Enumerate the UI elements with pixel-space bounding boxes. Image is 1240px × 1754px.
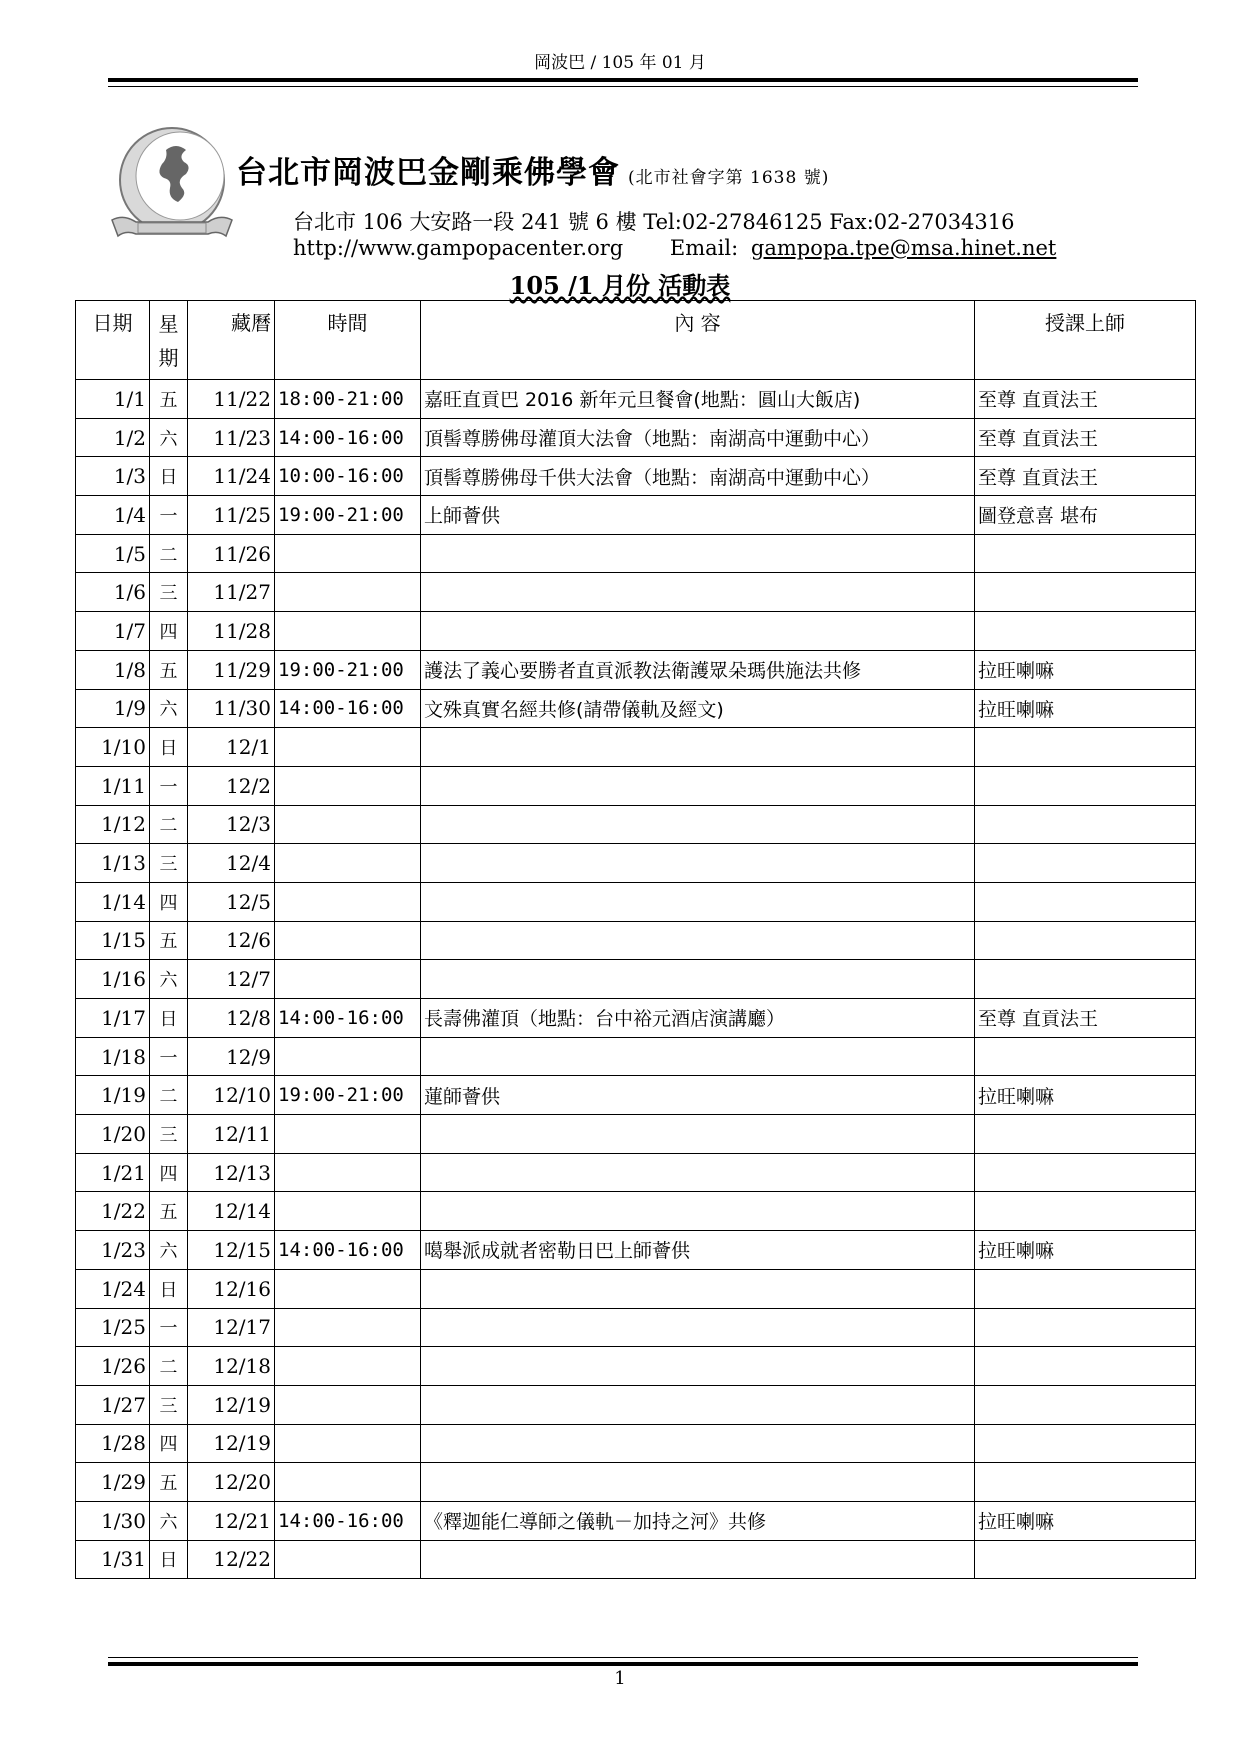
- table-row: [76, 1463, 1196, 1502]
- cell-content: [421, 1037, 975, 1076]
- cell-time: [275, 921, 421, 960]
- cell-time: [275, 1037, 421, 1076]
- table-row: [76, 960, 1196, 999]
- cell-content: 長壽佛灌頂（地點：台中裕元酒店演講廳）: [421, 999, 975, 1038]
- cell-teacher: 圖登意喜 堪布: [975, 496, 1196, 535]
- cell-tibetan-date: 11/26: [188, 534, 275, 573]
- cell-time: [275, 844, 421, 883]
- cell-content: [421, 1463, 975, 1502]
- cell-teacher: [975, 882, 1196, 921]
- cell-tibetan-date: 12/16: [188, 1269, 275, 1308]
- cell-weekday: 四: [150, 612, 188, 651]
- cell-time: 19:00-21:00: [275, 496, 421, 535]
- table-row: [76, 805, 1196, 844]
- cell-weekday: 二: [150, 1076, 188, 1115]
- cell-tibetan-date: 12/8: [188, 999, 275, 1038]
- cell-date: 1/17: [76, 999, 150, 1038]
- cell-time: [275, 1308, 421, 1347]
- header-teacher: 授課上師: [975, 301, 1196, 380]
- cell-content: [421, 1308, 975, 1347]
- cell-content: [421, 882, 975, 921]
- cell-content: [421, 612, 975, 651]
- table-row: [76, 1308, 1196, 1347]
- footer-rule-thick: [108, 1662, 1138, 1666]
- cell-teacher: 至尊 直貢法王: [975, 380, 1196, 419]
- cell-tibetan-date: 12/15: [188, 1231, 275, 1270]
- table-row: [76, 496, 1196, 535]
- cell-teacher: [975, 960, 1196, 999]
- cell-date: 1/9: [76, 689, 150, 728]
- cell-date: 1/24: [76, 1269, 150, 1308]
- cell-date: 1/18: [76, 1037, 150, 1076]
- cell-time: [275, 882, 421, 921]
- cell-teacher: [975, 1424, 1196, 1463]
- cell-time: [275, 728, 421, 767]
- cell-teacher: [975, 844, 1196, 883]
- cell-teacher: [975, 1463, 1196, 1502]
- cell-content: [421, 1153, 975, 1192]
- cell-content: 頂髻尊勝佛母千供大法會（地點：南湖高中運動中心）: [421, 457, 975, 496]
- cell-date: 1/29: [76, 1463, 150, 1502]
- cell-date: 1/13: [76, 844, 150, 883]
- header-weekday: [150, 301, 188, 380]
- cell-content: [421, 1115, 975, 1154]
- cell-tibetan-date: 11/22: [188, 380, 275, 419]
- cell-date: 1/21: [76, 1153, 150, 1192]
- header-rule-thick: [108, 78, 1138, 82]
- cell-weekday: 一: [150, 766, 188, 805]
- cell-teacher: [975, 1540, 1196, 1579]
- org-address: 台北市 106 大安路一段 241 號 6 樓 Tel:02-27846125 Fax:02-27034316: [293, 210, 1015, 234]
- cell-teacher: [975, 1115, 1196, 1154]
- cell-tibetan-date: 12/7: [188, 960, 275, 999]
- cell-tibetan-date: 11/24: [188, 457, 275, 496]
- cell-tibetan-date: 12/4: [188, 844, 275, 883]
- cell-date: 1/11: [76, 766, 150, 805]
- cell-time: 19:00-21:00: [275, 650, 421, 689]
- table-row: [76, 1076, 1196, 1115]
- cell-teacher: 拉旺喇嘛: [975, 650, 1196, 689]
- cell-date: 1/12: [76, 805, 150, 844]
- cell-tibetan-date: 12/9: [188, 1037, 275, 1076]
- cell-tibetan-date: 12/13: [188, 1153, 275, 1192]
- table-row: [76, 1269, 1196, 1308]
- cell-time: [275, 805, 421, 844]
- table-row: [76, 766, 1196, 805]
- cell-time: 19:00-21:00: [275, 1076, 421, 1115]
- cell-time: 10:00-16:00: [275, 457, 421, 496]
- cell-time: [275, 1463, 421, 1502]
- cell-weekday: 六: [150, 1231, 188, 1270]
- cell-content: [421, 960, 975, 999]
- cell-time: 14:00-16:00: [275, 1231, 421, 1270]
- cell-date: 1/25: [76, 1308, 150, 1347]
- cell-tibetan-date: 12/19: [188, 1424, 275, 1463]
- cell-date: 1/28: [76, 1424, 150, 1463]
- cell-date: 1/5: [76, 534, 150, 573]
- cell-content: 《釋迦能仁導師之儀軌－加持之河》共修: [421, 1501, 975, 1540]
- table-row: [76, 612, 1196, 651]
- cell-weekday: 六: [150, 689, 188, 728]
- cell-teacher: 至尊 直貢法王: [975, 457, 1196, 496]
- cell-teacher: [975, 1269, 1196, 1308]
- cell-teacher: 至尊 直貢法王: [975, 418, 1196, 457]
- cell-tibetan-date: 11/30: [188, 689, 275, 728]
- cell-time: [275, 573, 421, 612]
- cell-tibetan-date: 11/25: [188, 496, 275, 535]
- cell-weekday: 日: [150, 457, 188, 496]
- header-content: 內 容: [421, 301, 975, 380]
- footer-rule-thin: [108, 1657, 1138, 1658]
- cell-content: 嘉旺直貢巴 2016 新年元旦餐會(地點：圓山大飯店): [421, 380, 975, 419]
- page-number: 1: [614, 1668, 626, 1689]
- cell-date: 1/3: [76, 457, 150, 496]
- cell-time: [275, 1347, 421, 1386]
- cell-teacher: [975, 1385, 1196, 1424]
- cell-date: 1/10: [76, 728, 150, 767]
- cell-weekday: 三: [150, 1385, 188, 1424]
- cell-content: [421, 1192, 975, 1231]
- email-link[interactable]: gampopa.tpe@msa.hinet.net: [750, 236, 1057, 260]
- cell-tibetan-date: 12/2: [188, 766, 275, 805]
- cell-date: 1/30: [76, 1501, 150, 1540]
- cell-time: [275, 1385, 421, 1424]
- cell-content: [421, 534, 975, 573]
- cell-teacher: [975, 728, 1196, 767]
- cell-tibetan-date: 12/5: [188, 882, 275, 921]
- table-row: [76, 1115, 1196, 1154]
- cell-teacher: [975, 534, 1196, 573]
- table-row: [76, 999, 1196, 1038]
- org-logo-icon: [108, 120, 236, 260]
- header-rule-thin: [108, 86, 1138, 87]
- cell-content: 頂髻尊勝佛母灌頂大法會（地點：南湖高中運動中心）: [421, 418, 975, 457]
- table-row: [76, 921, 1196, 960]
- cell-tibetan-date: 12/17: [188, 1308, 275, 1347]
- cell-content: 上師薈供: [421, 496, 975, 535]
- table-row: [76, 1231, 1196, 1270]
- cell-weekday: 三: [150, 573, 188, 612]
- cell-teacher: [975, 1308, 1196, 1347]
- cell-weekday: 五: [150, 921, 188, 960]
- cell-date: 1/27: [76, 1385, 150, 1424]
- cell-weekday: 五: [150, 1463, 188, 1502]
- cell-date: 1/6: [76, 573, 150, 612]
- cell-tibetan-date: 12/11: [188, 1115, 275, 1154]
- cell-content: [421, 728, 975, 767]
- cell-weekday: 一: [150, 496, 188, 535]
- org-name: [236, 147, 829, 192]
- cell-teacher: 拉旺喇嘛: [975, 689, 1196, 728]
- cell-weekday: 日: [150, 1269, 188, 1308]
- cell-weekday: 五: [150, 380, 188, 419]
- cell-date: 1/31: [76, 1540, 150, 1579]
- cell-content: [421, 1347, 975, 1386]
- cell-time: 14:00-16:00: [275, 689, 421, 728]
- email-label: Email:: [669, 236, 739, 260]
- table-row: [76, 1501, 1196, 1540]
- cell-date: 1/15: [76, 921, 150, 960]
- cell-tibetan-date: 12/10: [188, 1076, 275, 1115]
- cell-tibetan-date: 12/14: [188, 1192, 275, 1231]
- cell-weekday: 六: [150, 960, 188, 999]
- table-row: [76, 573, 1196, 612]
- cell-date: 1/4: [76, 496, 150, 535]
- table-row: [76, 1153, 1196, 1192]
- cell-teacher: [975, 573, 1196, 612]
- cell-weekday: 二: [150, 805, 188, 844]
- cell-teacher: [975, 1153, 1196, 1192]
- header-weekday-2: 期: [158, 346, 179, 370]
- cell-time: 14:00-16:00: [275, 1501, 421, 1540]
- cell-time: [275, 1540, 421, 1579]
- cell-date: 1/23: [76, 1231, 150, 1270]
- table-row: [76, 1347, 1196, 1386]
- cell-content: [421, 1424, 975, 1463]
- table-row: [76, 380, 1196, 419]
- cell-weekday: 二: [150, 1347, 188, 1386]
- cell-tibetan-date: 12/22: [188, 1540, 275, 1579]
- cell-time: 14:00-16:00: [275, 999, 421, 1038]
- cell-content: [421, 766, 975, 805]
- cell-tibetan-date: 11/29: [188, 650, 275, 689]
- table-row: [76, 882, 1196, 921]
- cell-teacher: [975, 805, 1196, 844]
- cell-time: [275, 1153, 421, 1192]
- org-registration: (北市社會字第 1638 號): [628, 168, 830, 188]
- cell-time: [275, 1192, 421, 1231]
- cell-date: 1/16: [76, 960, 150, 999]
- cell-tibetan-date: 12/21: [188, 1501, 275, 1540]
- cell-content: [421, 573, 975, 612]
- cell-weekday: 四: [150, 882, 188, 921]
- cell-content: [421, 921, 975, 960]
- cell-date: 1/1: [76, 380, 150, 419]
- cell-date: 1/19: [76, 1076, 150, 1115]
- cell-time: [275, 612, 421, 651]
- cell-time: 14:00-16:00: [275, 418, 421, 457]
- website-link[interactable]: http://www.gampopacenter.org: [293, 236, 624, 260]
- schedule-table: [75, 300, 1196, 1579]
- cell-content: 文殊真實名經共修(請帶儀軌及經文): [421, 689, 975, 728]
- cell-tibetan-date: 12/19: [188, 1385, 275, 1424]
- cell-weekday: 日: [150, 999, 188, 1038]
- cell-date: 1/26: [76, 1347, 150, 1386]
- cell-teacher: [975, 921, 1196, 960]
- cell-teacher: [975, 612, 1196, 651]
- cell-content: [421, 1540, 975, 1579]
- cell-date: 1/20: [76, 1115, 150, 1154]
- cell-content: [421, 805, 975, 844]
- cell-date: 1/14: [76, 882, 150, 921]
- cell-teacher: [975, 1192, 1196, 1231]
- cell-weekday: 六: [150, 418, 188, 457]
- cell-weekday: 一: [150, 1037, 188, 1076]
- cell-teacher: [975, 1347, 1196, 1386]
- header-time: 時間: [275, 301, 421, 380]
- cell-time: [275, 766, 421, 805]
- cell-content: 噶舉派成就者密勒日巴上師薈供: [421, 1231, 975, 1270]
- table-row: [76, 1540, 1196, 1579]
- org-web-line: [293, 236, 1056, 260]
- cell-weekday: 四: [150, 1424, 188, 1463]
- cell-time: [275, 960, 421, 999]
- table-header-row: [76, 301, 1196, 380]
- header-weekday-1: 星: [158, 312, 179, 336]
- table-row: [76, 1424, 1196, 1463]
- cell-content: 蓮師薈供: [421, 1076, 975, 1115]
- cell-tibetan-date: 12/1: [188, 728, 275, 767]
- cell-weekday: 四: [150, 1153, 188, 1192]
- cell-weekday: 日: [150, 728, 188, 767]
- cell-weekday: 日: [150, 1540, 188, 1579]
- cell-tibetan-date: 12/3: [188, 805, 275, 844]
- cell-tibetan-date: 12/18: [188, 1347, 275, 1386]
- cell-tibetan-date: 12/20: [188, 1463, 275, 1502]
- cell-date: 1/2: [76, 418, 150, 457]
- cell-weekday: 三: [150, 844, 188, 883]
- cell-content: [421, 844, 975, 883]
- cell-tibetan-date: 11/23: [188, 418, 275, 457]
- table-row: [76, 1385, 1196, 1424]
- cell-content: [421, 1269, 975, 1308]
- cell-weekday: 六: [150, 1501, 188, 1540]
- table-row: [76, 1192, 1196, 1231]
- table-row: [76, 689, 1196, 728]
- table-row: [76, 844, 1196, 883]
- schedule-title: 105 /1 月份 活動表: [509, 271, 731, 300]
- org-name-text: 台北市岡波巴金剛乘佛學會: [236, 155, 620, 191]
- cell-tibetan-date: 12/6: [188, 921, 275, 960]
- cell-time: [275, 1424, 421, 1463]
- table-row: [76, 728, 1196, 767]
- cell-tibetan-date: 11/28: [188, 612, 275, 651]
- cell-weekday: 一: [150, 1308, 188, 1347]
- cell-teacher: 拉旺喇嘛: [975, 1231, 1196, 1270]
- table-row: [76, 1037, 1196, 1076]
- cell-content: 護法了義心要勝者直貢派教法衛護眾朵瑪供施法共修: [421, 650, 975, 689]
- header-tibetan: 藏曆: [188, 301, 275, 380]
- cell-teacher: [975, 1037, 1196, 1076]
- table-row: [76, 457, 1196, 496]
- cell-tibetan-date: 11/27: [188, 573, 275, 612]
- cell-date: 1/22: [76, 1192, 150, 1231]
- cell-teacher: 至尊 直貢法王: [975, 999, 1196, 1038]
- cell-teacher: 拉旺喇嘛: [975, 1501, 1196, 1540]
- table-row: [76, 650, 1196, 689]
- cell-weekday: 五: [150, 650, 188, 689]
- cell-time: [275, 534, 421, 573]
- running-header: 岡波巴 / 105 年 01 月: [534, 53, 706, 73]
- table-row: [76, 534, 1196, 573]
- cell-content: [421, 1385, 975, 1424]
- cell-teacher: 拉旺喇嘛: [975, 1076, 1196, 1115]
- cell-date: 1/7: [76, 612, 150, 651]
- cell-time: 18:00-21:00: [275, 380, 421, 419]
- cell-time: [275, 1115, 421, 1154]
- cell-weekday: 三: [150, 1115, 188, 1154]
- cell-date: 1/8: [76, 650, 150, 689]
- cell-weekday: 五: [150, 1192, 188, 1231]
- cell-weekday: 二: [150, 534, 188, 573]
- cell-time: [275, 1269, 421, 1308]
- header-date: 日期: [76, 301, 150, 380]
- cell-teacher: [975, 766, 1196, 805]
- table-row: [76, 418, 1196, 457]
